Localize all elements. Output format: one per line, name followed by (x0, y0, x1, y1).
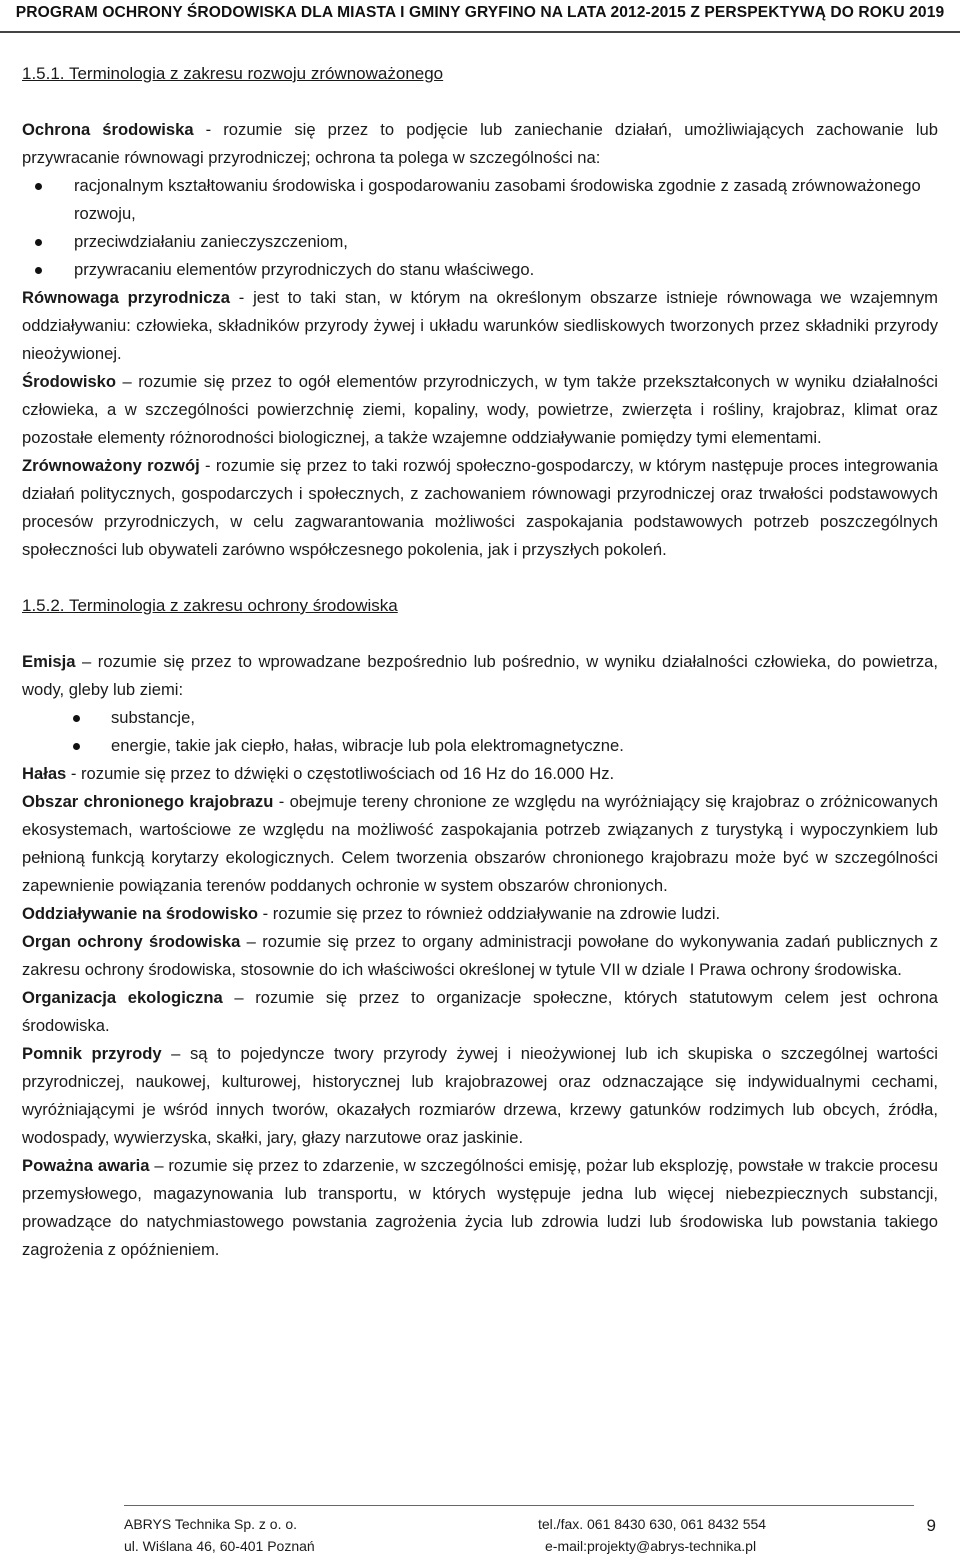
definition-text: – rozumie się przez to ogół elementów przyrodniczych, w tym także przekształconych w wyniku działalności człowieka, a w szczególności powierzchnię ziemi, kopaliny, wody, powietrze, zwierzęta i rośliny, krajobraz, klimat oraz pozostałe elementy różnorodności biologicznej, a także wzajemne oddziaływanie pomiędzy tymi elementami. (22, 372, 938, 447)
definition-powazna-awaria (22, 1152, 938, 1264)
list-item: energie, takie jak ciepło, hałas, wibracje lub pola elektromagnetyczne. (22, 732, 938, 760)
term: Zrównoważony rozwój (22, 456, 200, 475)
bullet-icon (73, 715, 80, 722)
term: Organizacja ekologiczna (22, 988, 223, 1007)
definition-text: - obejmuje tereny chronione ze względu na wyróżniający się krajobraz o zróżnicowanych ekosystemach, wartościowe ze względu na możliwość zaspokajania potrzeb związanych z turystyką i wypoczynkiem lub pełnioną funkcją korytarzy ekologicznych. Celem tworzenia obszarów chronionego krajobrazu może być w szczególności zapewnienie powiązania terenów poddanych ochronie w system obszarów chronionych. (22, 792, 939, 895)
term: Równowaga przyrodnicza (22, 288, 230, 307)
term: Oddziaływanie na środowisko (22, 904, 259, 923)
term: Pomnik przyrody (22, 1044, 162, 1063)
list-item: racjonalnym kształtowaniu środowiska i gospodarowaniu zasobami środowiska zgodnie z zasadą zrównoważonego rozwoju, (22, 172, 938, 228)
list-item: przeciwdziałaniu zanieczyszczeniom, (22, 228, 938, 256)
definition-text: - rozumie się przez to taki rozwój społeczno-gospodarczy, w którym następuje proces integrowania działań politycznych, gospodarczych i społecznych, z zachowaniem równowagi przyrodniczej oraz trwałości podstawowych procesów przyrodniczych, w celu zagwarantowania możliwości zaspokajania podstawowych potrzeb poszczególnych społeczności lub obywateli zarówno współczesnego pokolenia, jak i przyszłych pokoleń. (22, 456, 939, 559)
footer-company: ABRYS Technika Sp. z o. o. (124, 1516, 298, 1532)
spacer (22, 564, 938, 592)
term: Hałas (22, 764, 67, 783)
definition-text: – rozumie się przez to zdarzenie, w szczególności emisję, pożar lub eksplozję, powstałe w trakcie procesu przemysłowego, magazynowania lub transportu, w których występuje jedna lub więcej niebezpiecznych substancji, prowadzące do natychmiastowego powstania zagrożenia życia lub zdrowia ludzi lub środowiska lub powstania takiego zagrożenia z opóźnieniem. (22, 1156, 938, 1259)
header-divider (0, 31, 960, 33)
definition-pomnik-przyrody (22, 1040, 938, 1152)
definition-srodowisko (22, 368, 938, 452)
definition-oddzialywanie (22, 900, 938, 928)
bullet-icon (35, 267, 42, 274)
definition-text: - jest to taki stan, w którym na określonym obszarze istnieje równowaga we wzajemnym oddziaływaniu: człowieka, składników przyrody żywej i układu warunków siedliskowych tworzonych przez składniki przyrody nieożywionej. (22, 288, 939, 363)
footer-divider (124, 1505, 914, 1506)
definition-organizacja-ekologiczna (22, 984, 938, 1040)
footer-phone: tel./fax. 061 8430 630, 061 8432 554 (538, 1516, 767, 1532)
spacer (22, 88, 938, 116)
term: Organ ochrony środowiska (22, 932, 241, 951)
definition-emisja (22, 648, 938, 704)
definition-organ-ochrony (22, 928, 938, 984)
bullet-icon (35, 183, 42, 190)
term: Obszar chronionego krajobrazu (22, 792, 274, 811)
definition-rownowaga-przyrodnicza (22, 284, 938, 368)
page-number: 9 (926, 1516, 936, 1535)
document-body (22, 60, 938, 1264)
bullet-icon (35, 239, 42, 246)
definition-halas (22, 760, 938, 788)
definition-text: - rozumie się przez to również oddziaływanie na zdrowie ludzi. (258, 904, 721, 923)
bullet-icon (73, 743, 80, 750)
section-title-1-5-1: 1.5.1. Terminologia z zakresu rozwoju zrównoważonego (22, 64, 444, 83)
definition-text: – rozumie się przez to organizacje społeczne, których statutowym celem jest ochrona środowiska. (22, 988, 938, 1035)
definition-obszar-chronionego-krajobrazu (22, 788, 938, 900)
definition-ochrona-srodowiska (22, 116, 938, 172)
footer-address: ul. Wiślana 46, 60-401 Poznań (124, 1538, 315, 1554)
term: Poważna awaria (22, 1156, 150, 1175)
footer-email[interactable]: e-mail:projekty@abrys-technika.pl (545, 1538, 757, 1554)
definition-text: – rozumie się przez to organy administracji powołane do wykonywania zadań publicznych z zakresu ochrony środowiska, stosownie do ich właściwości określonej w tytule VII w dziale I Prawa ochrony środowiska. (22, 932, 938, 979)
term: Środowisko (22, 372, 117, 391)
definition-text: - rozumie się przez to podjęcie lub zaniechanie działań, umożliwiających zachowanie lub przywracanie równowagi przyrodniczej; ochrona ta polega w szczególności na: (22, 120, 938, 167)
bullet-list (22, 704, 938, 760)
term: Ochrona środowiska (22, 120, 194, 139)
list-item: substancje, (22, 704, 938, 732)
section-title-1-5-2: 1.5.2. Terminologia z zakresu ochrony środowiska (22, 596, 398, 615)
definition-zrownowazony-rozwoj (22, 452, 938, 564)
definition-text: - rozumie się przez to dźwięki o częstotliwościach od 16 Hz do 16.000 Hz. (66, 764, 615, 783)
term: Emisja (22, 652, 76, 671)
page-header: PROGRAM OCHRONY ŚRODOWISKA DLA MIASTA I GMINY GRYFINO NA LATA 2012-2015 Z PERSPEKTYWĄ DO ROKU 2019 (15, 4, 945, 21)
definition-text: – rozumie się przez to wprowadzane bezpośrednio lub pośrednio, w wyniku działalności człowieka, do powietrza, wody, gleby lub ziemi: (22, 652, 938, 699)
bullet-list (22, 172, 938, 284)
spacer (22, 620, 938, 648)
definition-text: – są to pojedyncze twory przyrody żywej i nieożywionej lub ich skupiska o szczególnej wartości przyrodniczej, naukowej, kulturowej, historycznej lub krajobrazowej oraz odznaczające się indywidualnymi cechami, wyróżniającymi je wśród innych tworów, okazałych rozmiarów drzewa, krzewy gatunków rodzimych lub obcych, źródła, wodospady, wywierzyska, skałki, jary, głazy narzutowe oraz jaskinie. (22, 1044, 938, 1147)
list-item: przywracaniu elementów przyrodniczych do stanu właściwego. (22, 256, 938, 284)
